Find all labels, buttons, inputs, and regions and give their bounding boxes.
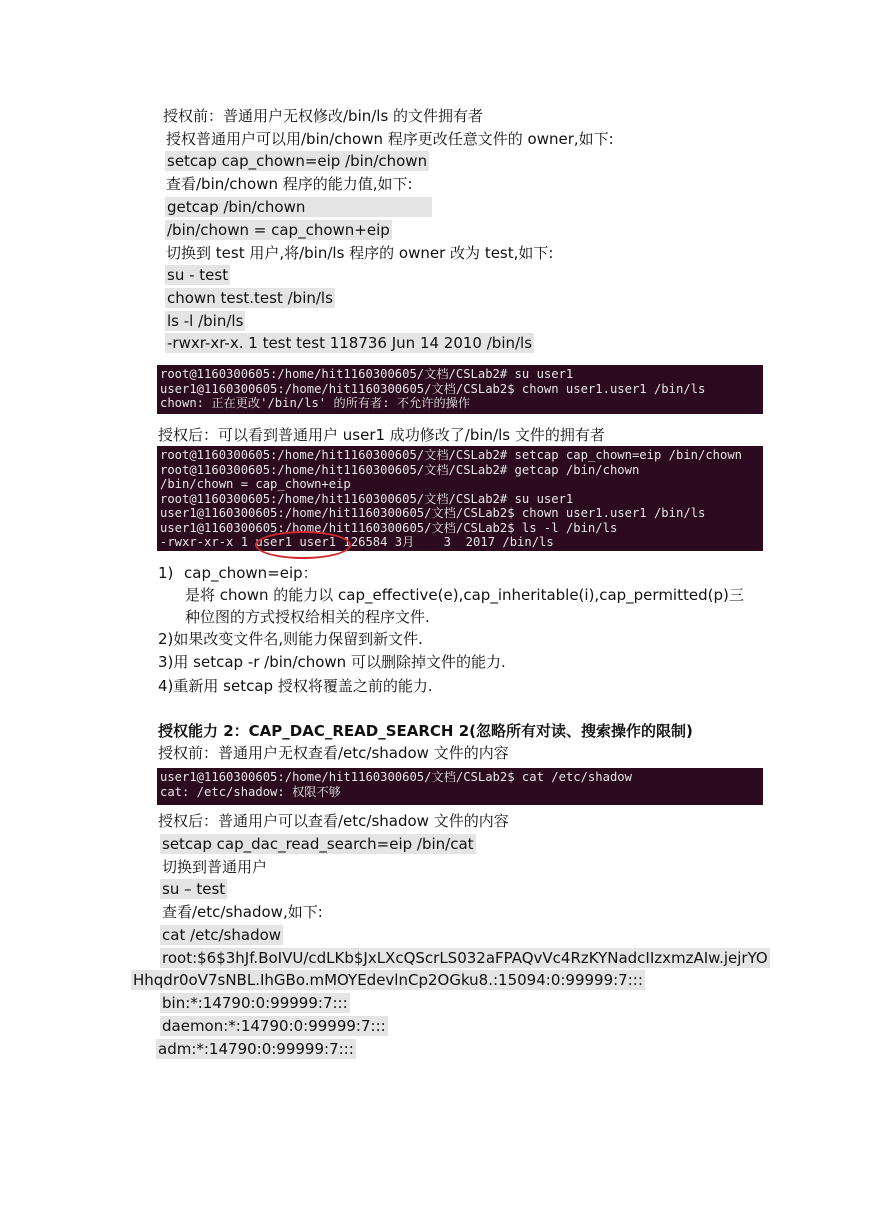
note-1-body-a: 是将 chown 的能力以 cap_effective(e),cap_inheritable(i),cap_permitted(p)三 <box>185 586 744 604</box>
terminal-line: user1@1160300605:/home/hit1160300605/文档/CSLab2$ ls -l /bin/ls <box>160 520 618 535</box>
terminal-line: root@1160300605:/home/hit1160300605/文档/CSLab2# getcap /bin/chown <box>160 462 640 477</box>
terminal-line: root@1160300605:/home/hit1160300605/文档/CSLab2# setcap cap_chown=eip /bin/chown <box>160 448 743 462</box>
terminal-line: cat: /etc/shadow: 权限不够 <box>160 784 341 799</box>
cmd-setcap-chown: setcap cap_chown=eip /bin/chown <box>167 152 428 170</box>
cmd-getcap: getcap /bin/chown <box>165 197 432 217</box>
note-1-title: cap_chown=eip： <box>184 564 318 582</box>
switch-text: 切换到普通用户 <box>162 858 268 876</box>
intro-text: 授权普通用户可以用/bin/chown 程序更改任意文件的 owner,如下: <box>166 130 614 148</box>
terminal-line: user1@1160300605:/home/hit1160300605/文档/CSLab2$ chown user1.user1 /bin/ls <box>160 381 706 396</box>
note-2: 2)如果改变文件名,则能力保留到新文件. <box>158 630 423 648</box>
terminal-line: user1@1160300605:/home/hit1160300605/文档/CSLab2$ cat /etc/shadow <box>160 770 632 784</box>
terminal-line: root@1160300605:/home/hit1160300605/文档/CSLab2# su user1 <box>160 491 574 506</box>
cmd-su-test: su - test <box>167 266 229 284</box>
after-auth-text-2: 授权后：普通用户可以查看/etc/shadow 文件的内容 <box>158 812 509 830</box>
note-1-number: 1) <box>158 564 174 582</box>
cmd-ls: ls -l /bin/ls <box>167 312 244 330</box>
shadow-daemon-line: daemon:*:14790:0:99999:7::: <box>162 1017 386 1035</box>
view-caps-text: 查看/bin/chown 程序的能力值,如下: <box>166 175 413 193</box>
shadow-root-line-a: root:$6$3hJf.BoIVU/cdLKb$JxLXcQScrLS032aFPAQvVc4RzKYNadcIIzxmzAIw.jejrYO <box>162 949 768 967</box>
getcap-output: /bin/chown = cap_chown+eip <box>167 221 390 239</box>
terminal-screenshot-shadow-denied <box>157 768 763 805</box>
terminal-line: -rwxr-xr-x 1 user1 user1 126584 3月 3 2017 /bin/ls <box>160 535 554 549</box>
shadow-adm-line: adm:*:14790:0:99999:7::: <box>158 1040 354 1058</box>
terminal-line: chown: 正在更改'/bin/ls' 的所有者: 不允许的操作 <box>160 396 471 410</box>
section-2-heading: 授权能力 2：CAP_DAC_READ_SEARCH 2(忽略所有对读、搜索操作的限制) <box>158 722 693 740</box>
shadow-bin-line: bin:*:14790:0:99999:7::: <box>162 994 348 1012</box>
terminal-line: root@1160300605:/home/hit1160300605/文档/CSLab2# su user1 <box>160 367 574 381</box>
red-annotation-circle <box>255 531 351 559</box>
terminal-line: user1@1160300605:/home/hit1160300605/文档/CSLab2$ chown user1.user1 /bin/ls <box>160 506 706 520</box>
terminal-screenshot-before <box>157 365 763 414</box>
cmd-setcap-cat: setcap cap_dac_read_search=eip /bin/cat <box>162 835 474 853</box>
note-1-body-b: 种位图的方式授权给相关的程序文件. <box>185 608 430 626</box>
before-auth-text-1: 授权前：普通用户无权修改/bin/ls 的文件拥有者 <box>163 107 484 125</box>
shadow-root-line-b: Hhqdr0oV7sNBL.IhGBo.mMOYEdevlnCp2OGku8.:15094:0:99999:7::: <box>133 971 643 989</box>
terminal-screenshot-after <box>157 446 763 551</box>
cmd-su-test-2: su – test <box>162 880 226 898</box>
note-3: 3)用 setcap -r /bin/chown 可以删除掉文件的能力. <box>158 653 506 671</box>
cmd-cat-shadow: cat /etc/shadow <box>162 926 282 944</box>
view-shadow-text: 查看/etc/shadow,如下: <box>162 903 323 921</box>
note-4: 4)重新用 setcap 授权将覆盖之前的能力. <box>158 677 433 695</box>
before-auth-text-2: 授权前：普通用户无权查看/etc/shadow 文件的内容 <box>158 744 509 762</box>
cmd-chown: chown test.test /bin/ls <box>167 289 333 307</box>
after-auth-text-1: 授权后：可以看到普通用户 user1 成功修改了/bin/ls 文件的拥有者 <box>158 426 605 444</box>
ls-output: -rwxr-xr-x. 1 test test 118736 Jun 14 2010 /bin/ls <box>167 334 533 352</box>
terminal-line: /bin/chown = cap_chown+eip <box>160 477 351 491</box>
switch-user-text: 切换到 test 用户,将/bin/ls 程序的 owner 改为 test,如下: <box>166 244 554 262</box>
